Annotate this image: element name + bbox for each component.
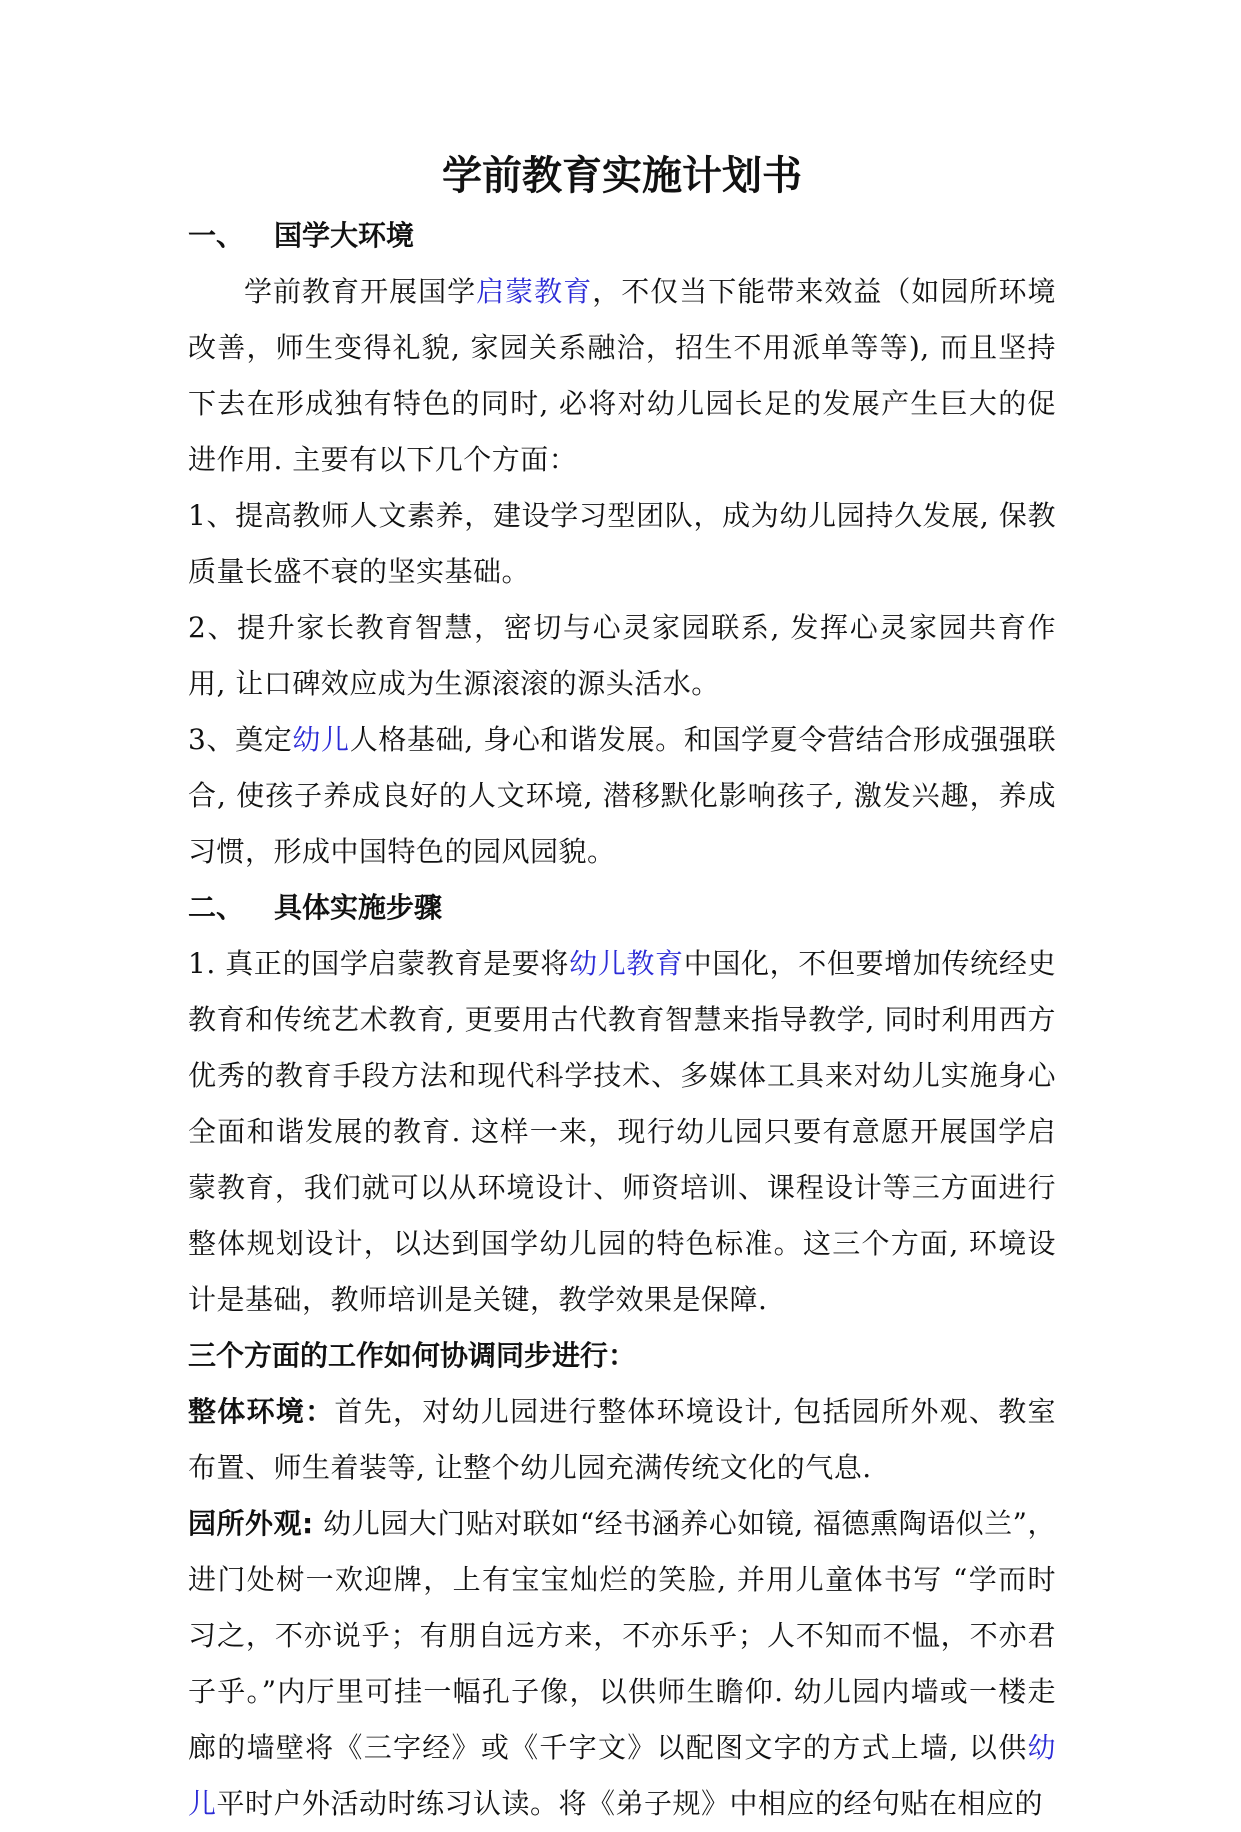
section1-item-2: 2、提升家长教育智慧，密切与心灵家园联系, 发挥心灵家园共育作用, 让口碑效应成为生源滚滚的源头活水。 (188, 611, 1056, 700)
section-title: 具体实施步骤 (274, 891, 443, 924)
section2-item-1 (188, 936, 1056, 1328)
env-paragraph (188, 1384, 1056, 1496)
exterior-label: 园所外观: (188, 1507, 314, 1540)
section-heading-1 (188, 208, 1056, 264)
document-title: 学前教育实施计划书 (442, 153, 802, 199)
text-run: 平时户外活动时练习认读。将《弟子规》中相应的经句贴在相应的 (216, 1787, 1044, 1820)
text-run: 1. 真正的国学启蒙教育是要将 (188, 947, 570, 980)
subheading: 三个方面的工作如何协调同步进行： (188, 1339, 637, 1372)
section-number: 二、 (188, 891, 245, 924)
text-run: 3、奠定 (188, 723, 293, 756)
text-run: 中国化，不但要增加传统经史教育和传统艺术教育, 更要用古代教育智慧来指导教学, 同时利用西方优秀的教育手段方法和现代科学技术、多媒体工具来对幼儿实施身心全面和谐发展的教育. 这样一来，现行幼儿园只要有意愿开展国学启蒙教育，我们就可以从环境设计、师资培训、课程设计等三方面进行整体规划设计，以达到国学幼儿园的特色标准。这三个方面, 环境设计是基础，教师培训是关键，教学效果是保障. (188, 947, 1056, 1316)
text-run: 学前教育开展国学 (244, 275, 477, 308)
section1-item-1: 1、提高教师人文素养，建设学习型团队，成为幼儿园持久发展, 保教质量长盛不衰的坚实基础。 (188, 499, 1056, 588)
section1-intro-paragraph (188, 264, 1056, 488)
section-title: 国学大环境 (274, 219, 415, 252)
exterior-paragraph (188, 1496, 1056, 1832)
link-youer[interactable]: 幼儿 (292, 723, 350, 756)
link-qimeng-jiaoyu[interactable]: 启蒙教育 (476, 275, 593, 308)
link-youer-2[interactable]: 幼儿 (188, 1731, 1056, 1820)
link-youer-jiaoyu[interactable]: 幼儿教育 (569, 947, 684, 980)
section1-item-3 (188, 712, 1056, 880)
text-run: 人格基础, 身心和谐发展。和国学夏令营结合形成强强联合, 使孩子养成良好的人文环境, 潜移默化影响孩子, 激发兴趣，养成习惯，形成中国特色的园风园貌。 (188, 723, 1056, 868)
section-heading-2 (188, 880, 1056, 936)
text-run: 幼儿园大门贴对联如“经书涵养心如镜, 福德熏陶语似兰”，进门处树一欢迎牌，上有宝宝灿烂的笑脸, 并用儿童体书写 “学而时习之，不亦说乎；有朋自远方来，不亦乐乎；人不知而不愠，不亦君子乎。”内厅里可挂一幅孔子像，以供师生瞻仰. 幼儿园内墙或一楼走廊的墙壁将《三字经》或《千字文》以配图文字的方式上墙, 以供 (188, 1507, 1056, 1764)
text-run: ，不仅当下能带来效益（如园所环境改善，师生变得礼貌, 家园关系融洽，招生不用派单等等), 而且坚持下去在形成独有特色的同时, 必将对幼儿园长足的发展产生巨大的促进作用. 主要有以下几个方面： (188, 275, 1056, 476)
text-run: 首先，对幼儿园进行整体环境设计, 包括园所外观、教室布置、师生着装等, 让整个幼儿园充满传统文化的气息. (188, 1395, 1056, 1484)
document-body (188, 148, 1056, 1832)
env-label: 整体环境： (188, 1395, 335, 1428)
section-number: 一、 (188, 219, 245, 252)
